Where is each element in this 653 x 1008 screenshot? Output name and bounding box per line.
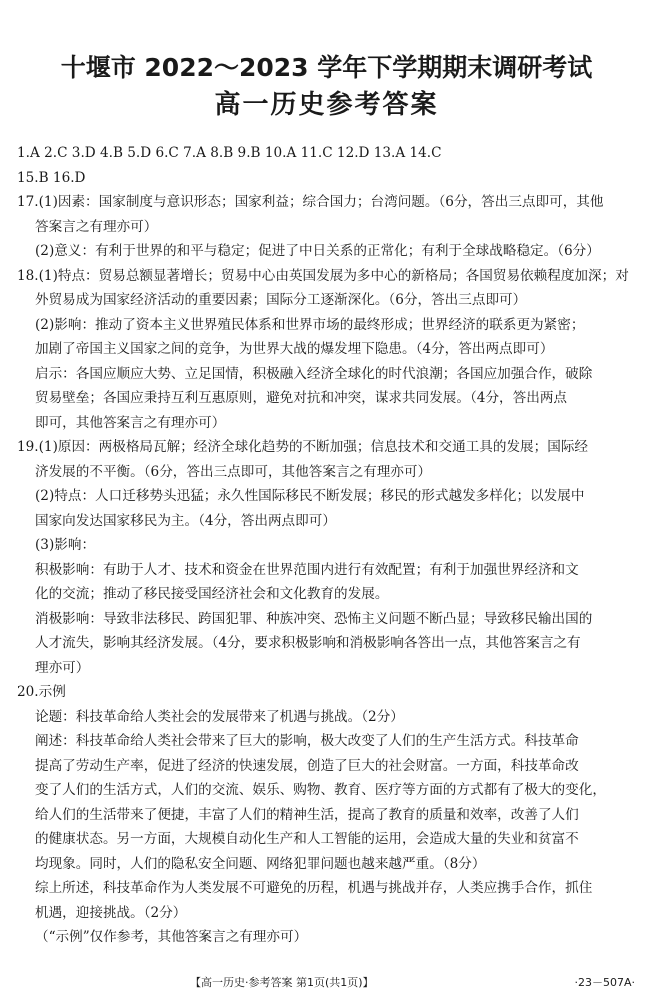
answer-line: 济发展的不平衡。（6分，答出三点即可，其他答案言之有理亦可） — [35, 463, 432, 480]
answer-line: 15.B 16.D — [17, 169, 86, 186]
answer-line: 提高了劳动生产率，促进了经济的快速发展，创造了巨大的社会财富。一方面，科技革命改 — [35, 757, 579, 774]
answer-line: 阐述：科技革命给人类社会带来了巨大的影响，极大改变了人们的生产生活方式。科技革命 — [35, 733, 579, 749]
answer-line: 均现象。同时，人们的隐私安全问题、网络犯罪问题也越来越严重。（8分） — [35, 855, 486, 872]
answer-body — [17, 141, 637, 950]
answer-line: 1.A 2.C 3.D 4.B 5.D 6.C 7.A 8.B 9.B 10.A 11.C 12.D 13.A 14.C — [17, 145, 442, 161]
footer-page-info: 【高一历史·参考答案 第1页(共1页)】 — [190, 976, 374, 989]
answer-line: 启示：各国应顺应大势、立足国情，积极融入经济全球化的时代浪潮；各国应加强合作，破除 — [35, 365, 593, 382]
answer-line: 理亦可） — [35, 659, 90, 676]
answer-line: 论题：科技革命给人类社会的发展带来了机遇与挑战。（2分） — [35, 708, 404, 725]
answer-line: 人才流失，影响其经济发展。（4分，要求积极影响和消极影响各答出一点，其他答案言之有 — [35, 635, 581, 651]
answer-line: (2)影响：推动了资本主义世界殖民体系和世界市场的最终形成；世界经济的联系更为紧密； — [35, 316, 585, 333]
answer-line: 20.示例 — [17, 684, 66, 700]
answer-line: 化的交流；推动了移民接受国经济社会和文化教育的发展。 — [35, 586, 389, 602]
answer-line: 答案言之有理亦可） — [35, 218, 158, 235]
answer-line: 消极影响：导致非法移民、跨国犯罪、种族冲突、恐怖主义问题不断凸显；导致移民输出国的 — [35, 610, 593, 627]
answer-line: 19.(1)原因：两极格局瓦解；经济全球化趋势的不断加强；信息技术和交通工具的发展；国际经 — [17, 439, 589, 455]
answer-line: 国家向发达国家移民为主。（4分，答出两点即可） — [35, 512, 336, 529]
answer-line: 积极影响：有助于人才、技术和资金在世界范围内进行有效配置；有利于加强世界经济和文 — [35, 561, 579, 578]
document-subtitle: 高一历史参考答案 — [214, 90, 439, 120]
answer-line: 外贸易成为国家经济活动的重要因素；国际分工逐渐深化。（6分，答出三点即可） — [35, 292, 527, 308]
answer-line: (2)意义：有利于世界的和平与稳定；促进了中日关系的正常化；有利于全球战略稳定。（6分） — [35, 243, 600, 259]
answer-line: (3)影响： — [35, 537, 96, 553]
answer-line: 机遇，迎接挑战。（2分） — [35, 904, 187, 921]
answer-line: （“示例”仅作参考，其他答案言之有理亦可） — [35, 929, 308, 945]
answer-line: 18.(1)特点：贸易总额显著增长；贸易中心由英国发展为多中心的新格局；各国贸易依赖程度加深；对 — [17, 267, 629, 284]
footer-code: ·23－507A· — [574, 976, 635, 989]
answer-line: 17.(1)因素：国家制度与意识形态；国家利益；综合国力；台湾问题。（6分，答出三点即可，其他 — [17, 194, 604, 210]
document-title: 十堰市 2022～2023 学年下学期期末调研考试 — [60, 53, 593, 82]
answer-line: (2)特点：人口迁移势头迅猛；永久性国际移民不断发展；移民的形式越发多样化；以发展中 — [35, 488, 585, 504]
answer-line: 加剧了帝国主义国家之间的竞争，为世界大战的爆发埋下隐患。（4分，答出两点即可） — [35, 341, 554, 357]
answer-line: 即可，其他答案言之有理亦可） — [35, 414, 226, 431]
answer-line: 变了人们的生活方式，人们的交流、娱乐、购物、教育、医疗等方面的方式都有了极大的变化， — [35, 782, 606, 798]
answer-line: 综上所述，科技革命作为人类发展不可避免的历程，机遇与挑战并存，人类应携手合作，抓住 — [35, 880, 593, 896]
answer-line: 的健康状态。另一方面，大规模自动化生产和人工智能的运用，会造成大量的失业和贫富不 — [35, 831, 579, 847]
answer-line: 贸易壁垒；各国应秉持互利互惠原则，避免对抗和冲突，谋求共同发展。（4分，答出两点 — [35, 390, 568, 406]
answer-line: 给人们的生活带来了便捷，丰富了人们的精神生活，提高了教育的质量和效率，改善了人们 — [35, 806, 579, 823]
